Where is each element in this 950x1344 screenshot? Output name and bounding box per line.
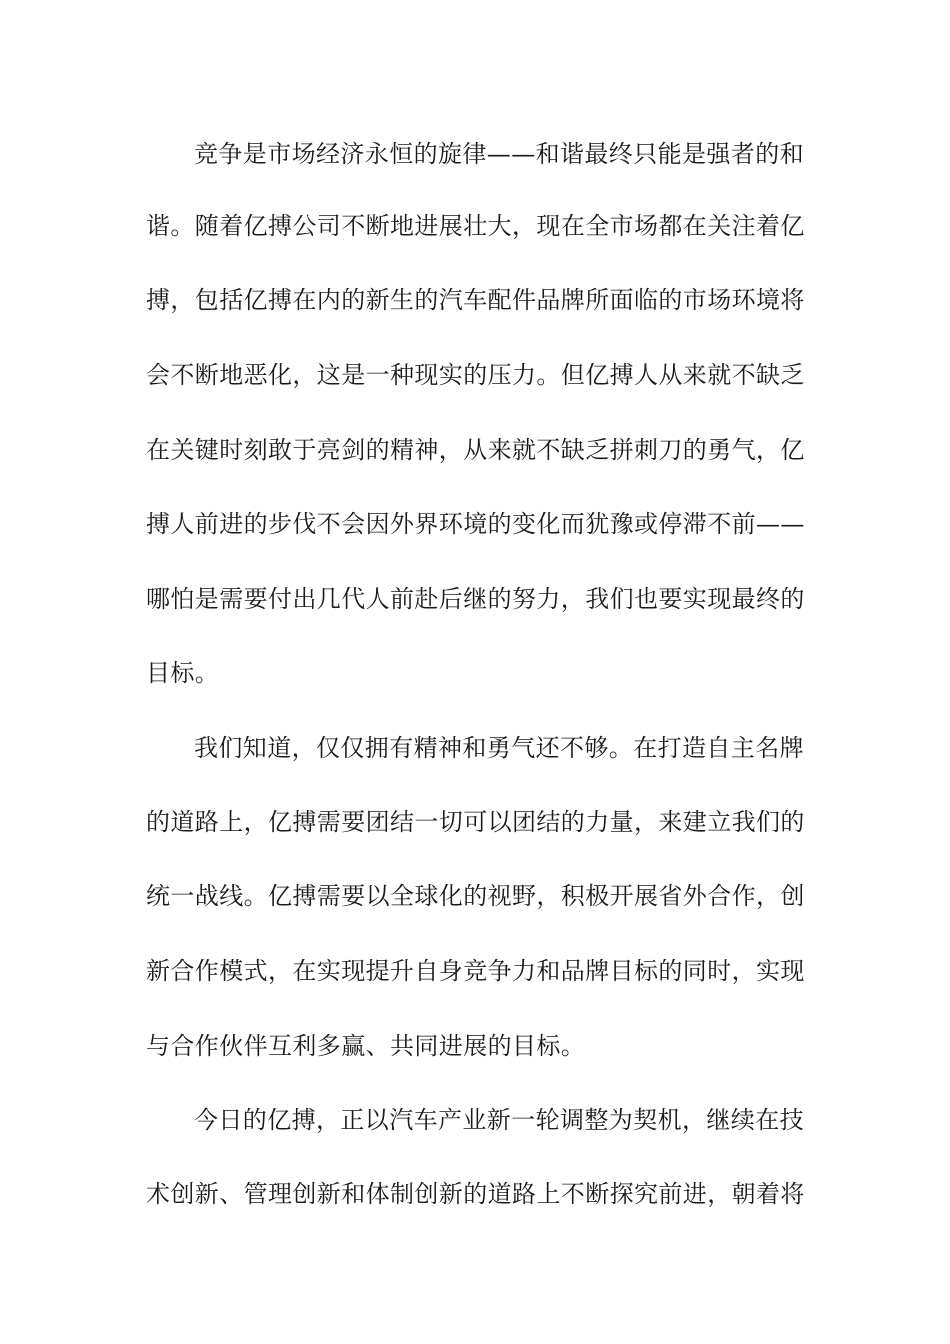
paragraph-1-line-6: 搏人前进的步伐不会因外界环境的变化而犹豫或停滞不前—— xyxy=(146,510,805,538)
paragraph-1-line-5: 在关键时刻敢于亮剑的精神，从来就不缺乏拼刺刀的勇气，亿 xyxy=(146,436,805,464)
paragraph-3-line-2: 术创新、管理创新和体制创新的道路上不断探究前进，朝着将 xyxy=(146,1180,805,1208)
paragraph-2-line-5: 与合作伙伴互利多赢、共同进展的目标。 xyxy=(146,1032,586,1060)
paragraph-2-line-2: 的道路上，亿搏需要团结一切可以团结的力量，来建立我们的 xyxy=(146,808,805,836)
paragraph-2-line-1: 我们知道，仅仅拥有精神和勇气还不够。在打造自主名牌 xyxy=(194,734,804,762)
paragraph-1-line-8: 目标。 xyxy=(146,659,220,687)
paragraph-1-line-7: 哪怕是需要付出几代人前赴后继的努力，我们也要实现最终的 xyxy=(146,585,805,613)
paragraph-2-line-4: 新合作模式，在实现提升自身竞争力和品牌目标的同时，实现 xyxy=(146,957,805,985)
paragraph-1-line-3: 搏，包括亿搏在内的新生的汽车配件品牌所面临的市场环境将 xyxy=(146,286,805,314)
paragraph-1-line-2: 谐。随着亿搏公司不断地进展壮大，现在全市场都在关注着亿 xyxy=(146,212,805,240)
paragraph-3-line-1: 今日的亿搏，正以汽车产业新一轮调整为契机，继续在技 xyxy=(194,1106,804,1134)
paragraph-2-line-3: 统一战线。亿搏需要以全球化的视野，积极开展省外合作，创 xyxy=(146,882,805,910)
paragraph-1-line-4: 会不断地恶化，这是一种现实的压力。但亿搏人从来就不缺乏 xyxy=(146,361,805,389)
paragraph-1-line-1: 竞争是市场经济永恒的旋律——和谐最终只能是强者的和 xyxy=(194,140,804,168)
